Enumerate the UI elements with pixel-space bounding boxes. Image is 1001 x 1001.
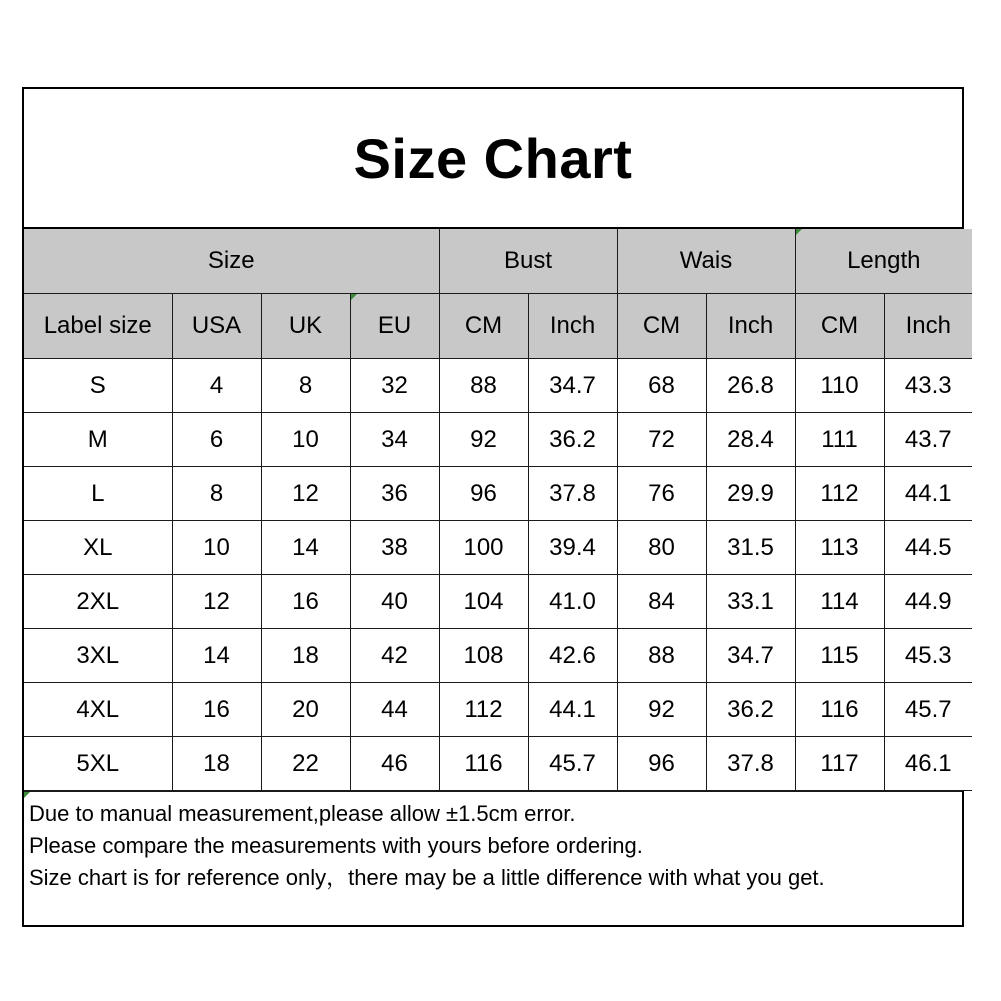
cell-eu: 32 xyxy=(350,359,439,413)
subheader-usa: USA xyxy=(172,294,261,359)
cell-usa: 6 xyxy=(172,413,261,467)
note-line: Size chart is for reference only，there may be a little difference with what you get. xyxy=(29,865,825,890)
subheader-eu xyxy=(350,294,439,359)
cell-length-inch: 43.3 xyxy=(884,359,972,413)
table-row xyxy=(24,737,972,791)
cell-waist-inch: 33.1 xyxy=(706,575,795,629)
page-title: Size Chart xyxy=(353,126,633,190)
cell-waist-cm: 92 xyxy=(617,683,706,737)
note-line: Due to manual measurement,please allow ±1.5cm error. xyxy=(29,801,576,826)
cell-uk: 22 xyxy=(261,737,350,791)
cell-waist-cm: 88 xyxy=(617,629,706,683)
cell-waist-cm: 76 xyxy=(617,467,706,521)
table-row xyxy=(24,683,972,737)
subheader-bust-cm: CM xyxy=(439,294,528,359)
cell-eu: 36 xyxy=(350,467,439,521)
subheader-uk: UK xyxy=(261,294,350,359)
cell-usa: 18 xyxy=(172,737,261,791)
cell-comment-marker xyxy=(796,229,802,235)
cell-bust-inch: 44.1 xyxy=(528,683,617,737)
size-table xyxy=(24,229,972,791)
subheader-waist-inch: Inch xyxy=(706,294,795,359)
cell-label-size: M xyxy=(24,413,172,467)
cell-length-cm: 113 xyxy=(795,521,884,575)
cell-length-inch: 44.1 xyxy=(884,467,972,521)
cell-bust-inch: 42.6 xyxy=(528,629,617,683)
header-length-label: Length xyxy=(847,247,921,274)
cell-usa: 8 xyxy=(172,467,261,521)
cell-usa: 16 xyxy=(172,683,261,737)
cell-bust-cm: 100 xyxy=(439,521,528,575)
table-row xyxy=(24,575,972,629)
cell-length-cm: 117 xyxy=(795,737,884,791)
cell-bust-cm: 108 xyxy=(439,629,528,683)
subheader-length-cm: CM xyxy=(795,294,884,359)
cell-usa: 12 xyxy=(172,575,261,629)
cell-length-inch: 45.7 xyxy=(884,683,972,737)
subheader-eu-label: EU xyxy=(377,312,412,339)
cell-length-cm: 115 xyxy=(795,629,884,683)
cell-length-inch: 45.3 xyxy=(884,629,972,683)
cell-bust-cm: 96 xyxy=(439,467,528,521)
header-size: Size xyxy=(24,229,439,294)
cell-uk: 16 xyxy=(261,575,350,629)
cell-usa: 4 xyxy=(172,359,261,413)
cell-label-size: L xyxy=(24,467,172,521)
cell-bust-inch: 39.4 xyxy=(528,521,617,575)
cell-uk: 14 xyxy=(261,521,350,575)
table-row xyxy=(24,359,972,413)
cell-comment-marker xyxy=(24,792,30,798)
cell-waist-inch: 31.5 xyxy=(706,521,795,575)
cell-length-inch: 46.1 xyxy=(884,737,972,791)
cell-usa: 14 xyxy=(172,629,261,683)
cell-waist-cm: 80 xyxy=(617,521,706,575)
subheader-length-inch: Inch xyxy=(884,294,972,359)
cell-label-size: 4XL xyxy=(24,683,172,737)
cell-bust-inch: 45.7 xyxy=(528,737,617,791)
cell-waist-cm: 68 xyxy=(617,359,706,413)
cell-length-inch: 44.9 xyxy=(884,575,972,629)
cell-eu: 34 xyxy=(350,413,439,467)
cell-uk: 8 xyxy=(261,359,350,413)
cell-eu: 42 xyxy=(350,629,439,683)
cell-uk: 10 xyxy=(261,413,350,467)
cell-bust-cm: 116 xyxy=(439,737,528,791)
table-row xyxy=(24,413,972,467)
cell-bust-cm: 92 xyxy=(439,413,528,467)
cell-waist-inch: 36.2 xyxy=(706,683,795,737)
subheader-label-size: Label size xyxy=(24,294,172,359)
cell-usa: 10 xyxy=(172,521,261,575)
subheader-bust-inch: Inch xyxy=(528,294,617,359)
cell-bust-cm: 104 xyxy=(439,575,528,629)
cell-waist-cm: 72 xyxy=(617,413,706,467)
title-row xyxy=(24,89,962,229)
cell-bust-cm: 88 xyxy=(439,359,528,413)
cell-uk: 12 xyxy=(261,467,350,521)
header-bust: Bust xyxy=(439,229,617,294)
cell-uk: 18 xyxy=(261,629,350,683)
cell-eu: 40 xyxy=(350,575,439,629)
subheader-waist-cm: CM xyxy=(617,294,706,359)
cell-eu: 44 xyxy=(350,683,439,737)
cell-length-inch: 44.5 xyxy=(884,521,972,575)
table-row xyxy=(24,629,972,683)
table-row xyxy=(24,521,972,575)
cell-label-size: XL xyxy=(24,521,172,575)
notes-section xyxy=(24,791,962,894)
cell-eu: 38 xyxy=(350,521,439,575)
cell-waist-inch: 26.8 xyxy=(706,359,795,413)
cell-waist-inch: 29.9 xyxy=(706,467,795,521)
cell-label-size: S xyxy=(24,359,172,413)
cell-bust-inch: 41.0 xyxy=(528,575,617,629)
sub-header-row xyxy=(24,294,972,359)
cell-length-cm: 110 xyxy=(795,359,884,413)
table-row xyxy=(24,467,972,521)
header-waist: Wais xyxy=(617,229,795,294)
cell-length-cm: 114 xyxy=(795,575,884,629)
size-chart-sheet xyxy=(22,87,964,927)
size-rows xyxy=(24,359,972,791)
cell-bust-cm: 112 xyxy=(439,683,528,737)
cell-waist-inch: 28.4 xyxy=(706,413,795,467)
cell-bust-inch: 37.8 xyxy=(528,467,617,521)
cell-eu: 46 xyxy=(350,737,439,791)
cell-waist-inch: 34.7 xyxy=(706,629,795,683)
cell-label-size: 3XL xyxy=(24,629,172,683)
cell-uk: 20 xyxy=(261,683,350,737)
cell-waist-cm: 96 xyxy=(617,737,706,791)
header-length xyxy=(795,229,972,294)
cell-waist-inch: 37.8 xyxy=(706,737,795,791)
cell-label-size: 5XL xyxy=(24,737,172,791)
cell-length-cm: 116 xyxy=(795,683,884,737)
cell-length-cm: 111 xyxy=(795,413,884,467)
note-line: Please compare the measurements with yours before ordering. xyxy=(29,833,643,858)
cell-comment-marker xyxy=(351,294,357,300)
cell-bust-inch: 34.7 xyxy=(528,359,617,413)
cell-length-inch: 43.7 xyxy=(884,413,972,467)
group-header-row xyxy=(24,229,972,294)
cell-label-size: 2XL xyxy=(24,575,172,629)
cell-waist-cm: 84 xyxy=(617,575,706,629)
cell-bust-inch: 36.2 xyxy=(528,413,617,467)
cell-length-cm: 112 xyxy=(795,467,884,521)
